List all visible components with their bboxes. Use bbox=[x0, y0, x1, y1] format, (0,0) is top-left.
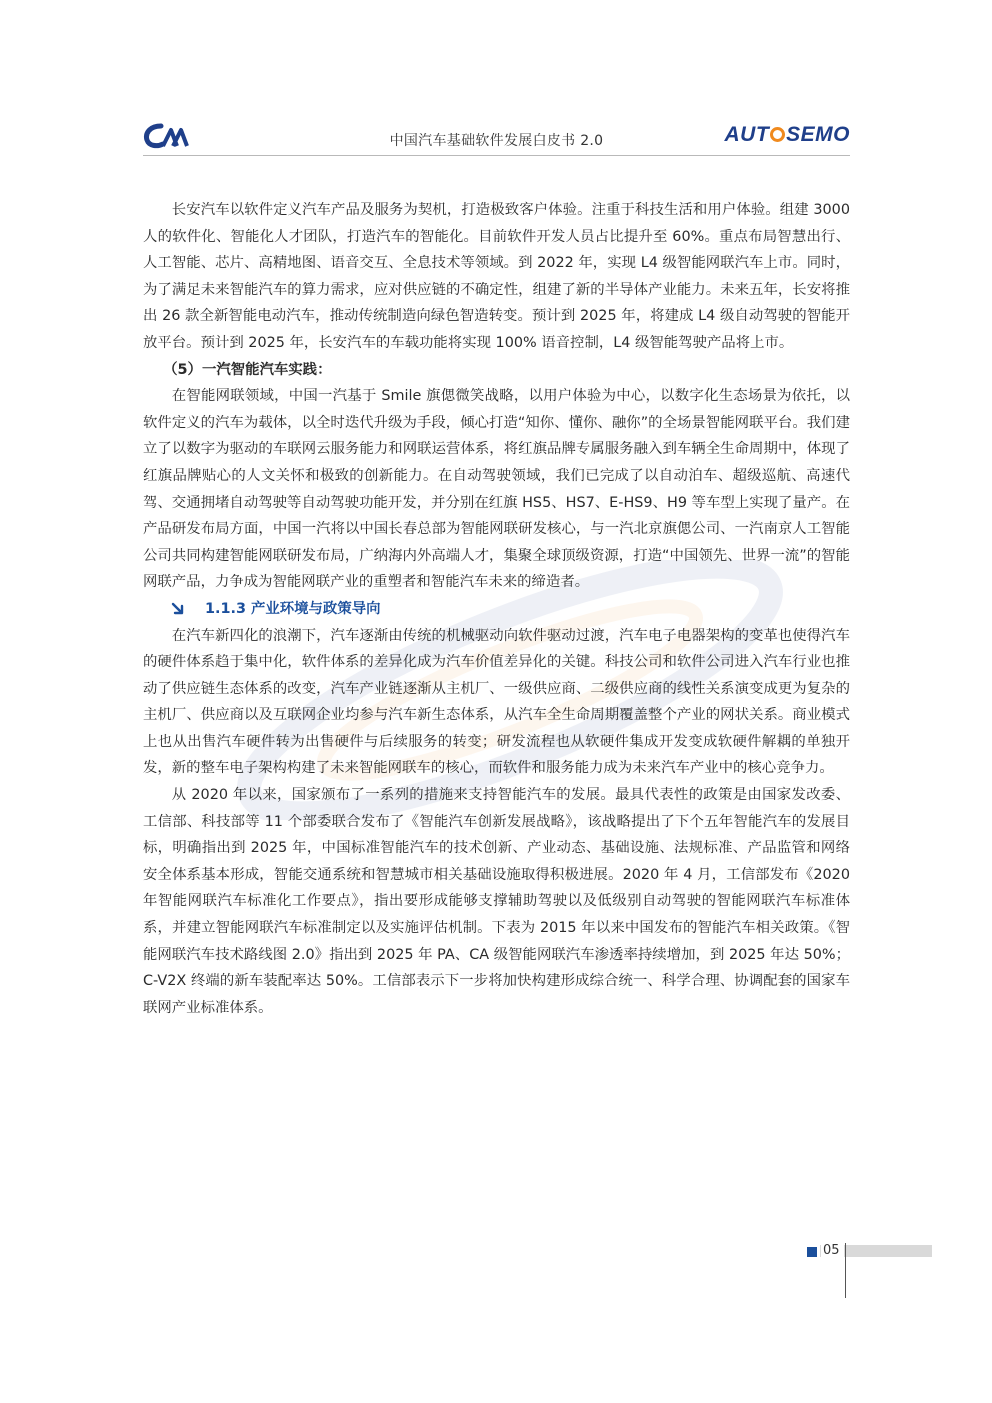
section-heading bbox=[143, 596, 850, 623]
paragraph-faw: 在智能网联领域，中国一汽基于 Smile 旗偲微笑战略，以用户体验为中心，以数字化生态场景为依托，以软件定义的汽车为载体，以全时迭代升级为手段，倾心打造“知你、懂你、融你”的全场景智能网联平台。我们建立了以数字为驱动的车联网云服务能力和网联运营体系，将红旗品牌专属服务融入到车辆全生命周期中，体现了红旗品牌贴心的人文关怀和极致的创新能力。在自动驾驶领域，我们已完成了以自动泊车、超级巡航、高速代驾、交通拥堵自动驾驶等自动驾驶功能开发，并分别在红旗 HS5、HS7、E-HS9、H9 等车型上实现了量产。在产品研发布局方面，中国一汽将以中国长春总部为智能网联研发核心，与一汽北京旗偲公司、一汽南京人工智能公司共同构建智能网联研发布局，广纳海内外高端人才，集聚全球顶级资源，打造“中国领先、世界一流”的智能网联产品，力争成为智能网联产业的重塑者和智能汽车未来的缔造者。 bbox=[143, 388, 850, 591]
autosemo-logo-ring-icon bbox=[770, 127, 785, 142]
paragraph-changan: 长安汽车以软件定义汽车产品及服务为契机，打造极致客户体验。注重于科技生活和用户体验。组建 3000 人的软件化、智能化人才团队，打造汽车的智能化。目前软件开发人员占比提升至 60%。重点布局智慧出行、人工智能、芯片、高精地图、语音交互、全息技术等领域。到 2022 年，实现 L4 级智能网联汽车上市。同时，为了满足未来智能汽车的算力需求，应对供应链的不确定性，组建了新的半导体产业能力。未来五年，长安将推出 26 款全新智能电动汽车，推动传统制造向绿色智造转变。预计到 2025 年，将建成 L4 级自动驾驶的智能开放平台。预计到 2025 年，长安汽车的车载功能将实现 100% 语音控制，L4 级智能驾驶产品将上市。 bbox=[143, 202, 850, 351]
page-header bbox=[143, 118, 850, 154]
footer-divider bbox=[845, 1243, 846, 1298]
header-divider bbox=[143, 155, 850, 156]
paragraph-policy: 从 2020 年以来，国家颁布了一系列的措施来支持智能汽车的发展。最具代表性的政策是由国家发改委、工信部、科技部等 11 个部委联合发布了《智能汽车创新发展战略》，该战略提出了下个五年智能汽车的发展目标，明确指出到 2025 年，中国标准智能汽车的技术创新、产业动态、基础设施、法规标准、产品监管和网络安全体系基本形成，智能交通系统和智慧城市相关基础设施取得积极进展。2020 年 4 月，工信部发布《2020 年智能网联汽车标准化工作要点》，指出要形成能够支撑辅助驾驶以及低级别自动驾驶的智能网联汽车标准体系，并建立智能网联汽车标准制定以及实施评估机制。下表为 2015 年以来中国发布的智能汽车相关政策。《智能网联汽车技术路线图 2.0》指出到 2025 年 PA、CA 级智能网联汽车渗透率持续增加，到 2025 年达 50%；C-V2X 终端的新车装配率达 50%。工信部表示下一步将加快构建形成综合统一、科学合理、协调配套的国家车联网产业标准体系。 bbox=[143, 787, 850, 1016]
header-title: 中国汽车基础软件发展白皮书 2.0 bbox=[389, 133, 604, 149]
section-title: 1.1.3 产业环境与政策导向 bbox=[205, 600, 381, 617]
autosemo-logo-text-a: AUT bbox=[724, 123, 770, 146]
page-number: 05 bbox=[821, 1243, 844, 1259]
autosemo-logo-text-b: SEMO bbox=[786, 123, 850, 146]
subheading-faw: （5）一汽智能汽车实践： bbox=[163, 361, 332, 378]
arrow-down-right-icon bbox=[171, 602, 185, 616]
footer-square-icon bbox=[807, 1247, 817, 1257]
paragraph-industry: 在汽车新四化的浪潮下，汽车逐渐由传统的机械驱动向软件驱动过渡，汽车电子电器架构的变革也使得汽车的硬件体系趋于集中化，软件体系的差异化成为汽车价值差异化的关键。科技公司和软件公司进入汽车行业也推动了供应链生态体系的改变，汽车产业链逐渐从主机厂、一级供应商、二级供应商的线性关系演变成更为复杂的主机厂、供应商以及互联网企业均参与汽车新生态体系，从汽车全生命周期覆盖整个产业的网状关系。商业模式上也从出售汽车硬件转为出售硬件与后续服务的转变；研发流程也从软硬件集成开发变成软硬件解耦的单独开发，新的整车电子架构构建了未来智能网联车的核心，而软件和服务能力成为未来汽车产业中的核心竞争力。 bbox=[143, 627, 850, 777]
autosemo-logo bbox=[724, 123, 850, 147]
page-body bbox=[143, 197, 850, 1021]
